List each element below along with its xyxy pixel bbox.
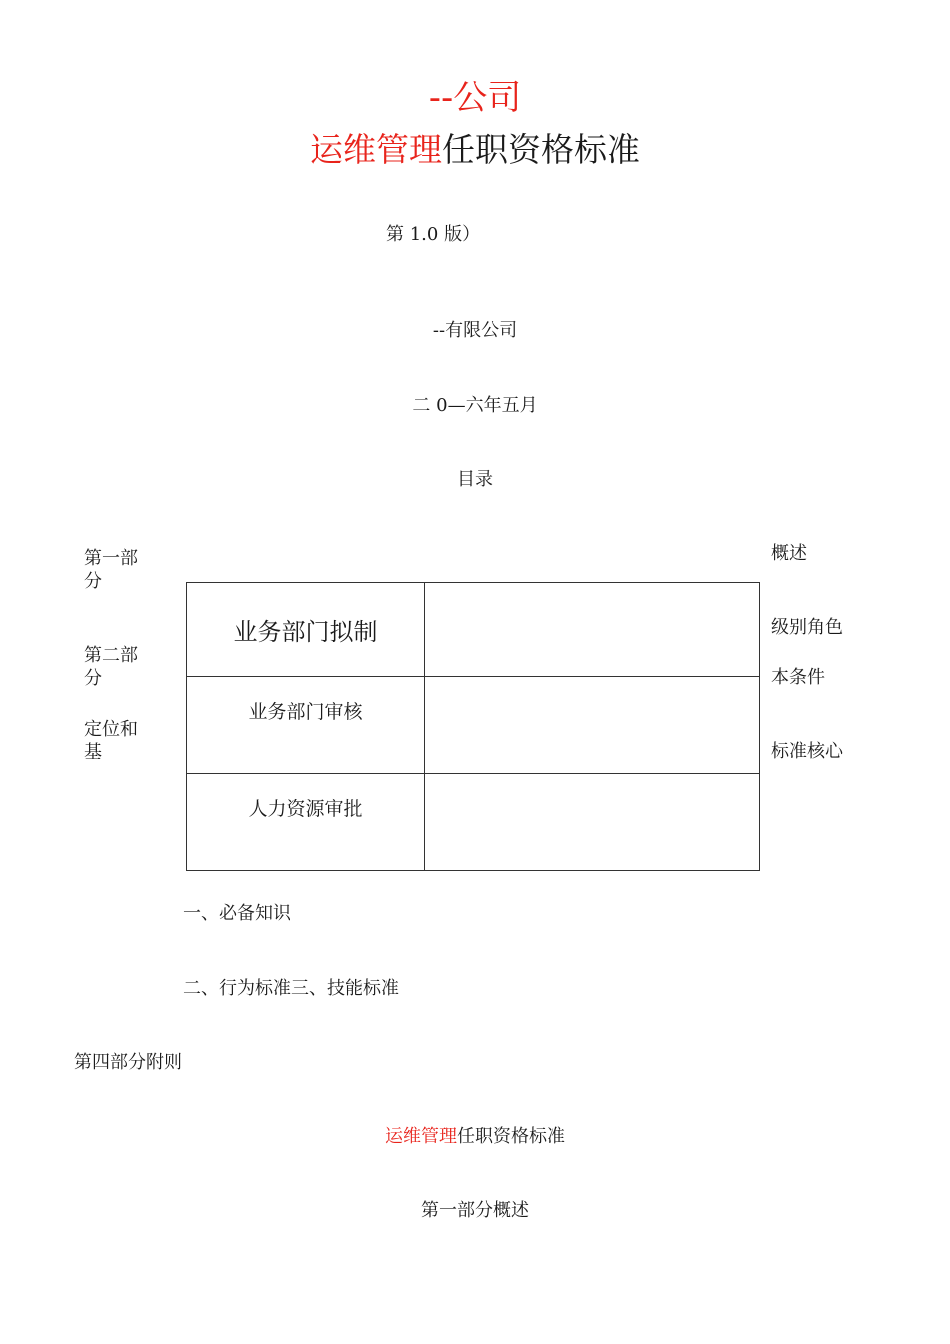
approval-label-cell [187, 774, 425, 871]
toc-right-item: 本条件 [771, 667, 825, 688]
part1-heading: 第一部分概述 [421, 1200, 529, 1221]
approval-table [186, 582, 760, 871]
approval-value-cell [425, 774, 760, 871]
toc-section-1: 一、必备知识 [183, 903, 291, 924]
toc-left-item: 定位和基 [84, 719, 138, 763]
toc-section-2: 二、行为标准三、技能标准 [183, 978, 399, 999]
toc-left-item: 第一部分 [84, 548, 138, 592]
approval-label-cell [187, 677, 425, 774]
body-title [0, 1124, 950, 1150]
approval-value-cell [425, 583, 760, 677]
toc-heading: 目录 [457, 469, 493, 490]
table-row [187, 583, 760, 677]
publish-date: 二 0—六年五月 [412, 395, 538, 416]
approval-label: 业务部门拟制 [233, 618, 378, 646]
document-title [0, 128, 950, 172]
company-name: --有限公司 [432, 320, 518, 341]
toc-left-item: 第二部分 [84, 645, 138, 689]
toc-section-4: 第四部分附则 [74, 1052, 182, 1073]
approval-value-cell [425, 677, 760, 774]
table-row [187, 774, 760, 871]
version-label: 第 1.0 版） [386, 224, 481, 245]
document-title-black: 任职资格标准 [442, 130, 640, 169]
toc-right-item: 级别角色 [771, 617, 843, 638]
document-title-red: 运维管理 [310, 130, 442, 169]
toc-right-item: 概述 [771, 543, 807, 564]
approval-label: 人力资源审批 [248, 798, 363, 820]
approval-label-cell [187, 583, 425, 677]
toc-right-item: 标准核心 [771, 741, 843, 762]
table-row [187, 677, 760, 774]
company-title: --公司 [428, 78, 522, 118]
body-title-black: 任职资格标准 [457, 1126, 565, 1147]
body-title-red: 运维管理 [385, 1126, 457, 1147]
approval-label: 业务部门审核 [248, 701, 363, 723]
